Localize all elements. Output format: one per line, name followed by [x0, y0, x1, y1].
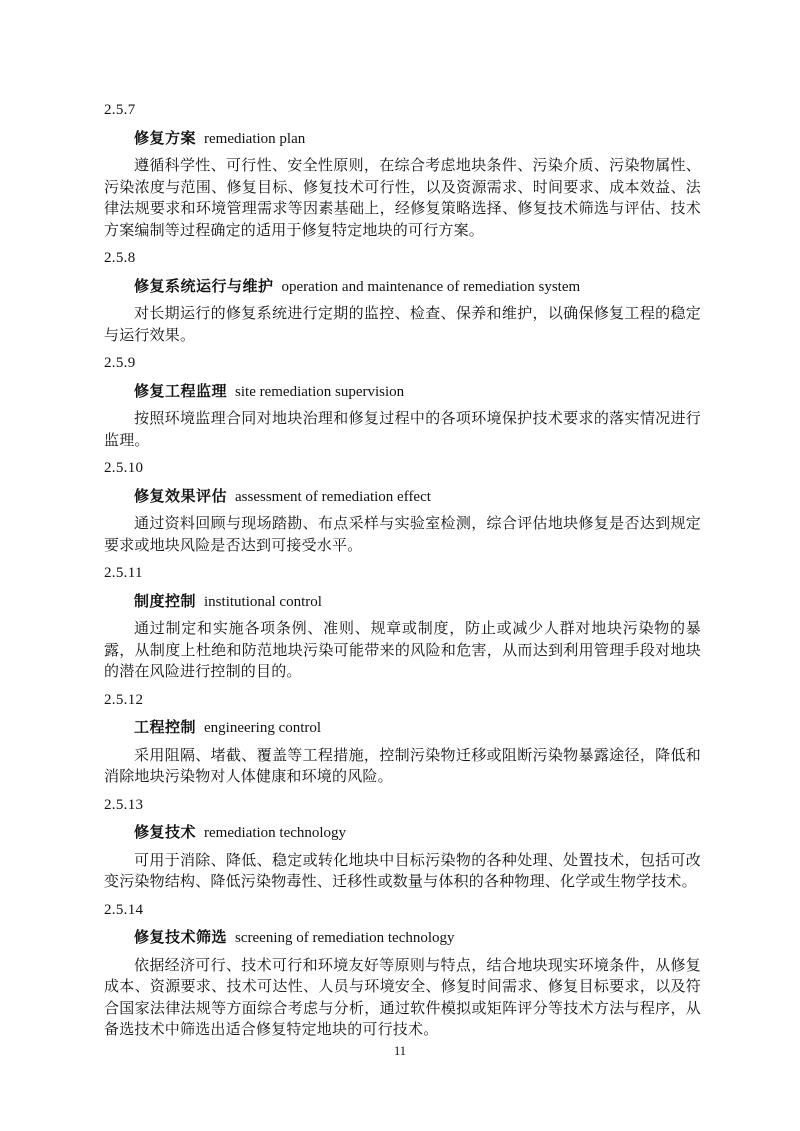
term-line — [104, 128, 701, 151]
term-section — [104, 458, 701, 557]
section-number: 2.5.13 — [104, 796, 144, 813]
term-definition: 通过资料回顾与现场踏勘、布点采样与实验室检测，综合评估地块修复是否达到规定要求或地块风险是否达到可接受水平。 — [104, 516, 701, 554]
term-definition: 依据经济可行、技术可行和环境友好等原则与特点，结合地块现实环境条件，从修复成本、资源要求、技术可达性、人员与环境安全、修复时间需求、修复目标要求，以及符合国家法律法规等方面综合考虑与分析，通过软件模拟或矩阵评分等技术方法与程序，从备选技术中筛选出适合修复特定地块的可行技术。 — [104, 957, 701, 1038]
term-section — [104, 563, 701, 684]
term-definition: 通过制定和实施各项条例、准则、规章或制度，防止或减少人群对地块污染物的暴露，从制度上杜绝和防范地块污染可能带来的风险和危害，从而达到利用管理手段对地块的潜在风险进行控制的目的。 — [104, 621, 701, 680]
term-zh: 修复工程监理 — [134, 382, 228, 400]
term-definition: 对长期运行的修复系统进行定期的监控、检查、保养和维护，以确保修复工程的稳定与运行效果。 — [104, 306, 701, 344]
term-definition: 采用阻隔、堵截、覆盖等工程措施，控制污染物迁移或阻断污染物暴露途径，降低和消除地块污染物对人体健康和环境的风险。 — [104, 747, 701, 785]
term-section — [104, 795, 701, 894]
term-zh: 修复系统运行与维护 — [134, 277, 274, 295]
term-en: assessment of remediation effect — [235, 488, 431, 505]
page-number: 11 — [393, 1044, 407, 1058]
term-zh: 修复方案 — [134, 129, 197, 147]
term-en: institutional control — [204, 593, 322, 610]
term-section — [104, 900, 701, 1042]
term-line — [104, 927, 701, 950]
term-en: operation and maintenance of remediation system — [281, 278, 581, 295]
term-en: screening of remediation technology — [235, 930, 455, 946]
page-footer — [0, 1044, 800, 1059]
term-zh: 工程控制 — [134, 719, 197, 736]
section-number: 2.5.14 — [104, 901, 144, 918]
section-number: 2.5.11 — [104, 565, 143, 581]
term-section — [104, 248, 701, 347]
section-number: 2.5.10 — [104, 460, 144, 476]
term-definition: 可用于消除、降低、稳定或转化地块中目标污染物的各种处理、处置技术，包括可改变污染物结构、降低污染物毒性、迁移性或数量与体积的各种物理、化学或生物学技术。 — [104, 852, 701, 890]
term-line — [104, 381, 701, 404]
term-definition: 按照环境监理合同对地块治理和修复过程中的各项环境保护技术要求的落实情况进行监理。 — [104, 411, 701, 449]
term-zh: 制度控制 — [134, 592, 197, 610]
term-line — [104, 591, 701, 614]
term-line — [104, 486, 701, 509]
term-section — [104, 690, 701, 789]
term-line — [104, 717, 701, 740]
terms-list — [104, 100, 701, 1042]
term-en: remediation technology — [204, 825, 347, 841]
term-zh: 修复技术 — [134, 824, 197, 841]
section-number: 2.5.12 — [104, 691, 144, 708]
section-number: 2.5.9 — [104, 355, 136, 371]
term-zh: 修复效果评估 — [134, 487, 228, 505]
term-section — [104, 100, 701, 242]
term-line — [104, 822, 701, 845]
section-number: 2.5.7 — [104, 102, 136, 118]
term-en: site remediation supervision — [235, 383, 405, 400]
term-line — [104, 276, 701, 299]
term-section — [104, 353, 701, 452]
term-en: remediation plan — [204, 130, 306, 147]
term-zh: 修复技术筛选 — [134, 929, 228, 946]
term-definition: 遵循科学性、可行性、安全性原则，在综合考虑地块条件、污染介质、污染物属性、污染浓度与范围、修复目标、修复技术可行性，以及资源需求、时间要求、成本效益、法律法规要求和环境管理需求等因素基础上，经修复策略选择、修复技术筛选与评估、技术方案编制等过程确定的适用于修复特定地块的可行方案。 — [104, 158, 701, 239]
term-en: engineering control — [204, 720, 322, 736]
section-number: 2.5.8 — [104, 250, 136, 266]
